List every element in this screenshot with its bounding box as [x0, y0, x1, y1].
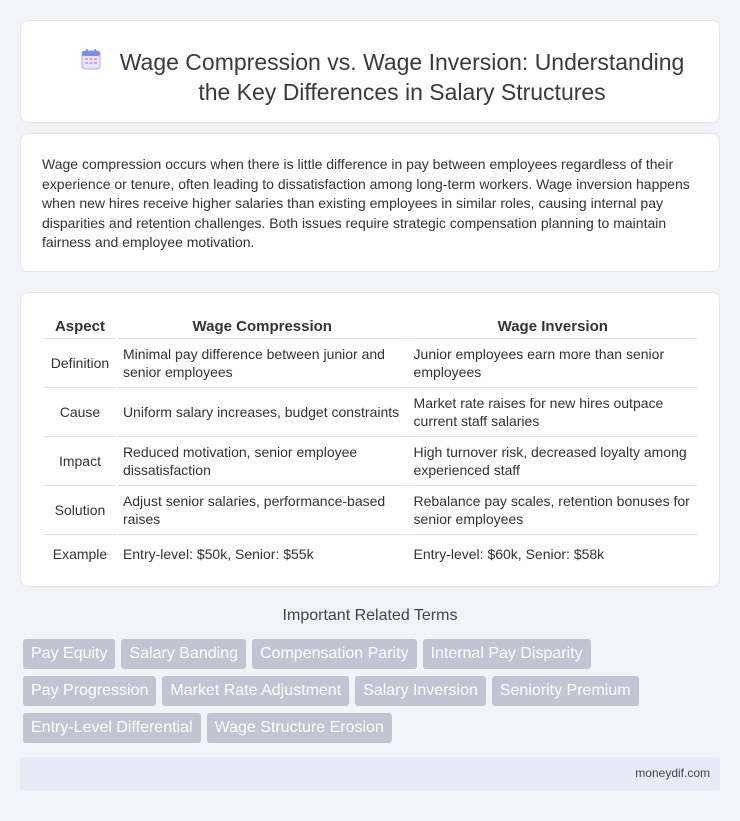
related-terms-title: Important Related Terms: [282, 607, 458, 624]
tag-row: [23, 639, 723, 669]
row-compression: Uniform salary increases, budget constraints: [118, 388, 407, 437]
intro-card: [20, 133, 720, 272]
header-aspect: Aspect: [44, 315, 116, 339]
tag-compensation-parity[interactable]: Compensation Parity: [252, 639, 417, 669]
intro-paragraph: Wage compression occurs when there is little difference in pay between employees regardless of their experience or tenure, often leading to dissatisfaction among long-term workers. Wage inversion happens when new hires receive higher salaries than existing employees in similar roles, causing internal pay disparities and retention challenges. Both issues require strategic compensation planning to maintain fairness and employee motivation.: [42, 156, 690, 250]
tag-row: [23, 713, 723, 743]
row-aspect: Cause: [44, 388, 116, 437]
comparison-table: [42, 315, 699, 573]
row-compression: Entry-level: $50k, Senior: $55k: [122, 546, 314, 562]
related-terms-tags: [23, 639, 723, 750]
table-row: [44, 535, 697, 573]
page-title: Wage Compression vs. Wage Inversion: Understanding the Key Differences in Salary Structures: [119, 49, 685, 105]
title-card: [20, 20, 720, 123]
row-compression: Minimal pay difference between junior and senior employees: [118, 339, 407, 388]
header-wage-compression: Wage Compression: [118, 315, 407, 339]
row-compression: Adjust senior salaries, performance-based raises: [118, 486, 407, 535]
footer-site-link[interactable]: moneydif.com: [635, 766, 710, 780]
row-aspect: Definition: [44, 339, 116, 388]
row-inversion: Entry-level: $60k, Senior: $58k: [413, 546, 605, 562]
row-inversion: Junior employees earn more than senior employees: [409, 339, 697, 388]
row-inversion: Rebalance pay scales, retention bonuses for senior employees: [409, 486, 697, 535]
footer: [20, 757, 720, 791]
tag-row: [23, 676, 723, 706]
table-row: [44, 388, 697, 437]
tag-internal-pay-disparity[interactable]: Internal Pay Disparity: [423, 639, 591, 669]
tag-salary-inversion[interactable]: Salary Inversion: [355, 676, 486, 706]
table-row: [44, 339, 697, 388]
tag-entry-level-differential[interactable]: Entry-Level Differential: [23, 713, 201, 743]
header-wage-inversion: Wage Inversion: [409, 315, 697, 339]
row-aspect: Example: [52, 546, 108, 562]
tag-seniority-premium[interactable]: Seniority Premium: [492, 676, 639, 706]
tag-pay-progression[interactable]: Pay Progression: [23, 676, 156, 706]
row-inversion: Market rate raises for new hires outpace current staff salaries: [409, 388, 697, 437]
table-row: [44, 486, 697, 535]
tag-wage-structure-erosion[interactable]: Wage Structure Erosion: [207, 713, 392, 743]
tag-market-rate-adjustment[interactable]: Market Rate Adjustment: [162, 676, 349, 706]
table-header-row: [44, 315, 697, 339]
comparison-table-card: [20, 292, 720, 587]
tag-pay-equity[interactable]: Pay Equity: [23, 639, 115, 669]
row-inversion: High turnover risk, decreased loyalty among experienced staff: [409, 437, 697, 486]
row-compression: Reduced motivation, senior employee dissatisfaction: [118, 437, 407, 486]
row-aspect: Solution: [44, 486, 116, 535]
row-aspect: Impact: [44, 437, 116, 486]
tag-salary-banding[interactable]: Salary Banding: [121, 639, 246, 669]
table-row: [44, 437, 697, 486]
